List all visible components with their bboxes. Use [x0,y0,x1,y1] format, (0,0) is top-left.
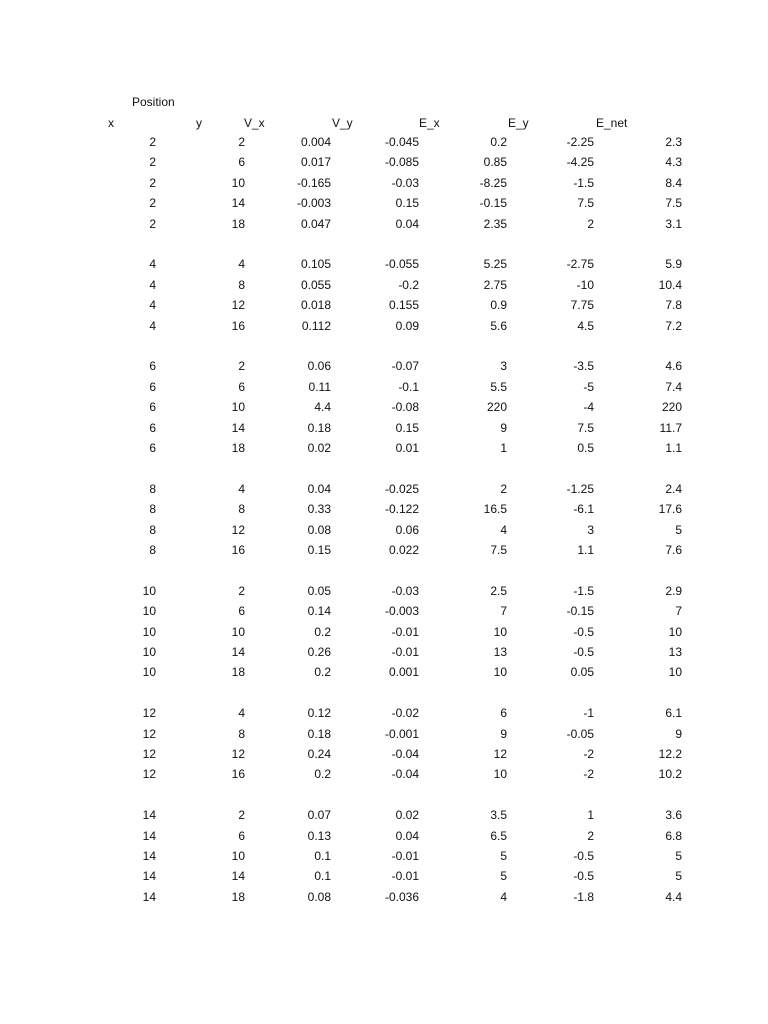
table-cell: 2 [587,216,594,231]
table-cell: 0.11 [308,379,331,394]
table-cell: 2 [149,216,156,231]
table-cell: -1.5 [573,583,594,598]
table-cell: 0.02 [395,808,419,823]
column-header-6: E_net [596,116,628,130]
table-cell: 7 [675,604,682,619]
table-cell: 3.6 [665,808,682,823]
table-cell: 14 [142,869,156,884]
table-cell: 7.5 [665,196,682,211]
table-cell: 10 [142,665,156,680]
table-cell: 0.2 [314,767,331,782]
table-cell: -0.2 [398,277,419,292]
table-cell: 3.1 [665,216,682,231]
table-cell: 1.1 [665,441,682,455]
table-cell: -0.15 [566,604,594,619]
table-cell: 7.2 [665,318,682,333]
table-cell: 4 [238,481,245,496]
table-cell: 0.14 [307,604,331,619]
table-cell: 2 [238,135,245,149]
table-cell: 0.33 [307,502,331,517]
table-cell: 16 [231,767,245,782]
table-cell: 10 [142,583,156,598]
table-cell: 4 [149,318,156,333]
table-cell: 8 [149,543,156,557]
table-cell: 7.75 [570,298,594,313]
table-cell: 10 [668,624,682,639]
table-cell: -1.25 [566,481,594,496]
table-cell: 12.2 [658,747,682,761]
table-cell: -5 [583,379,594,394]
table-cell: 10.2 [658,767,682,782]
table-cell: -0.001 [384,726,419,741]
table-cell: 9 [675,726,682,741]
table-cell: 2 [149,155,156,170]
table-cell: 8 [238,502,245,517]
table-cell: -4 [583,400,594,415]
table-cell: 4.4 [314,400,331,415]
table-cell: 0.02 [307,441,331,455]
table-cell: 6 [238,828,245,843]
table-cell: 0.04 [395,828,419,843]
table-cell: -0.122 [384,502,419,517]
table-cell: 0.047 [300,216,331,231]
table-cell: -0.03 [391,583,419,598]
table-cell: -0.01 [391,869,419,884]
table-cell: 0.155 [388,298,419,313]
table-cell: -0.15 [479,196,507,211]
table-cell: 2.75 [483,277,507,292]
table-cell: 0.112 [301,318,331,333]
table-cell: 6 [238,155,245,170]
table-cell: 0.2 [314,665,331,680]
table-cell: 220 [661,400,682,415]
table-cell: 18 [231,441,245,455]
table-cell: 6 [149,379,156,394]
table-cell: 10 [142,624,156,639]
table-cell: 0.24 [307,747,331,761]
table-cell: -0.02 [391,706,419,721]
table-cell: 5.5 [490,379,507,394]
table-cell: 4 [238,257,245,272]
table-cell: 4.6 [665,359,682,374]
column-header-3: V_y [332,116,353,130]
table-cell: -0.03 [391,175,419,190]
table-cell: 0.001 [388,665,419,680]
table-cell: 0.08 [307,889,331,904]
table-cell: 12 [142,767,156,782]
table-cell: -2 [583,767,594,782]
table-cell: 5.6 [490,318,507,333]
table-cell: 4.4 [665,889,682,904]
table-cell: 0.06 [307,359,331,374]
table-cell: 7.4 [665,379,682,394]
table-cell: 17.6 [658,502,682,517]
table-cell: 4 [149,298,156,313]
table-cell: 0.1 [314,869,331,884]
table-cell: 13 [668,645,682,659]
table-cell: 5 [675,522,682,537]
table-cell: 10 [668,665,682,680]
column-header-0: x [108,116,114,130]
table-cell: 5 [500,869,507,884]
table-cell: -0.01 [391,624,419,639]
table-cell: -1 [583,706,594,721]
table-cell: -0.1 [398,379,419,394]
table-cell: -0.055 [384,257,419,272]
table-cell: 11.7 [659,420,682,435]
table-cell: -2 [583,747,594,761]
column-header-5: E_y [508,116,529,130]
table-cell: 0.05 [570,665,594,680]
table-cell: 10 [493,767,507,782]
table-cell: 2 [238,359,245,374]
table-cell: 7.8 [665,298,682,313]
table-cell: 0.055 [300,277,331,292]
table-cell: 12 [142,747,156,761]
table-cell: 5 [675,869,682,884]
table-cell: 6.1 [665,706,682,721]
table-cell: 8 [149,502,156,517]
table-cell: -1.5 [573,175,594,190]
table-cell: -0.5 [573,849,594,863]
table-cell: 12 [231,298,245,313]
table-cell: 2 [238,808,245,823]
table-cell: -10 [576,277,594,292]
table-cell: 0.05 [307,583,331,598]
table-cell: 2.5 [490,583,507,598]
table-cell: -2.75 [566,257,594,272]
table-cell: 1.1 [577,543,594,557]
table-cell: -0.04 [391,767,419,782]
table-cell: 0.09 [395,318,419,333]
table-cell: 1 [500,441,507,455]
table-cell: 0.13 [307,828,331,843]
table-cell: 10 [493,665,507,680]
table-cell: 0.01 [395,441,419,455]
table-cell: 0.5 [577,441,594,455]
table-cell: 14 [231,645,245,659]
table-cell: 7.5 [490,543,507,557]
table-cell: 16 [231,543,245,557]
table-cell: -0.5 [573,869,594,884]
table-cell: 8.4 [665,175,682,190]
table-cell: -0.08 [391,400,419,415]
table-cell: -0.036 [384,889,419,904]
table-cell: 18 [231,665,245,680]
table-cell: 0.26 [307,645,331,659]
table-cell: 0.2 [314,624,331,639]
table-cell: 14 [231,420,245,435]
table-cell: 2 [238,583,245,598]
table-cell: -1.8 [573,889,594,904]
table-cell: -2.25 [566,135,594,149]
table-cell: 2 [149,135,156,149]
table-cell: -0.07 [391,359,419,374]
table-cell: 10 [231,849,245,863]
table-cell: -0.5 [573,624,594,639]
table-cell: 0.06 [395,522,419,537]
table-cell: 18 [231,889,245,904]
table-cell: 0.07 [307,808,331,823]
table-cell: 14 [142,808,156,823]
table-cell: 10 [142,645,156,659]
table-cell: 0.9 [490,298,507,313]
table-cell: 4 [238,706,245,721]
table-cell: 0.105 [300,257,331,272]
table-cell: 14 [231,196,245,211]
table-cell: 5.9 [665,257,682,272]
table-cell: 10 [231,624,245,639]
table-cell: 3 [500,359,507,374]
table-cell: 4 [149,257,156,272]
title-position: Position [132,95,175,109]
table-cell: 13 [493,645,507,659]
table-cell: 0.04 [395,216,419,231]
table-cell: 7.6 [665,543,682,557]
table-cell: -0.05 [566,726,594,741]
table-cell: 0.18 [307,420,331,435]
table-cell: 12 [231,522,245,537]
table-cell: -4.25 [566,155,594,170]
table-cell: -6.1 [573,502,594,517]
table-cell: 0.04 [307,481,331,496]
table-cell: -0.04 [391,747,419,761]
table-cell: 10 [231,175,245,190]
column-header-1: y [196,116,202,130]
table-cell: 4.5 [577,318,594,333]
table-cell: 2 [587,828,594,843]
table-cell: 3.5 [490,808,507,823]
table-cell: -8.25 [479,175,507,190]
table-cell: 6 [149,359,156,374]
table-cell: 1 [587,808,594,823]
table-cell: 2.35 [483,216,507,231]
table-cell: -0.003 [296,196,331,211]
table-cell: 12 [493,747,507,761]
table-cell: 8 [149,522,156,537]
table-cell: 6 [500,706,507,721]
table-cell: -0.025 [384,481,419,496]
table-cell: 2 [149,175,156,190]
table-cell: 6.5 [490,828,507,843]
table-cell: 6 [149,400,156,415]
table-cell: 5.25 [483,257,507,272]
table-cell: 0.004 [300,135,331,149]
table-cell: 6 [149,420,156,435]
table-cell: 6.8 [665,828,682,843]
table-cell: -0.5 [573,645,594,659]
table-cell: 12 [142,706,156,721]
table-cell: 14 [231,869,245,884]
table-cell: 0.15 [307,543,331,557]
table-cell: 12 [142,726,156,741]
table-cell: 7.5 [577,420,594,435]
table-cell: 8 [238,726,245,741]
table-cell: 3 [587,522,594,537]
table-cell: -0.085 [384,155,419,170]
table-cell: 0.018 [300,298,331,313]
table-cell: 8 [238,277,245,292]
table-cell: 5 [500,849,507,863]
table-cell: 0.08 [307,522,331,537]
table-cell: 10 [231,400,245,415]
table-cell: 10 [493,624,507,639]
table-cell: 7.5 [577,196,594,211]
table-cell: 5 [675,849,682,863]
table-cell: 0.85 [483,155,507,170]
table-cell: 9 [500,420,507,435]
table-cell: 0.15 [395,196,419,211]
table-cell: -0.01 [391,645,419,659]
table-cell: 16.5 [483,502,507,517]
table-cell: 2.4 [665,481,682,496]
table-cell: 7 [500,604,507,619]
table-cell: 0.022 [388,543,419,557]
table-cell: 14 [142,889,156,904]
column-header-2: V_x [244,116,265,130]
table-cell: 6 [149,441,156,455]
table-cell: 2 [149,196,156,211]
table-cell: -0.003 [384,604,419,619]
table-cell: 10.4 [658,277,682,292]
table-cell: 16 [231,318,245,333]
table-cell: 4.3 [665,155,682,170]
table-cell: 0.15 [395,420,419,435]
column-header-4: E_x [419,116,440,130]
table-cell: 6 [238,379,245,394]
table-cell: -0.01 [391,849,419,863]
table-cell: 12 [231,747,245,761]
table-cell: 6 [238,604,245,619]
table-cell: 18 [231,216,245,231]
table-cell: 0.017 [300,155,331,170]
table-cell: 10 [142,604,156,619]
table-cell: -3.5 [573,359,594,374]
table-cell: 9 [500,726,507,741]
table-cell: 2.3 [665,135,682,149]
table-cell: 2 [500,481,507,496]
table-cell: 0.12 [307,706,331,721]
table-cell: 4 [500,889,507,904]
table-cell: 2.9 [665,583,682,598]
table-cell: 0.1 [314,849,331,863]
table-cell: 8 [149,481,156,496]
table-cell: -0.045 [384,135,419,149]
table-cell: 14 [142,849,156,863]
table-cell: 220 [486,400,507,415]
table-cell: -0.165 [296,175,331,190]
table-cell: 0.2 [490,135,507,149]
table-cell: 4 [500,522,507,537]
table-cell: 0.18 [307,726,331,741]
table-cell: 4 [149,277,156,292]
table-cell: 14 [142,828,156,843]
